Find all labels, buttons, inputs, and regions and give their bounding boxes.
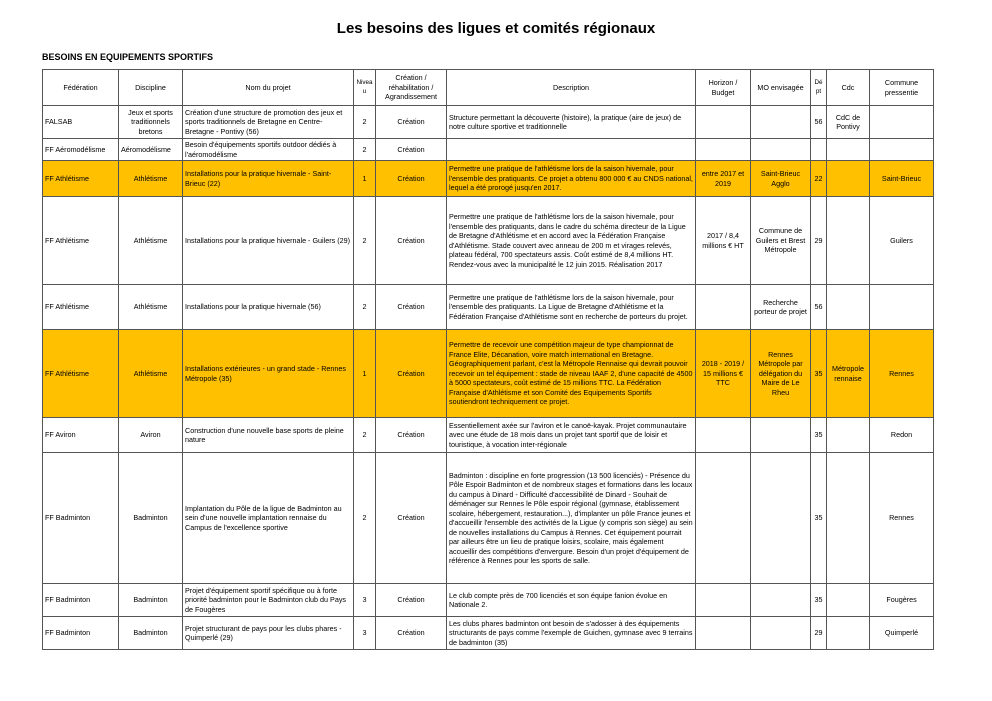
cell-dept: 22 [811, 161, 827, 197]
cell-description: Structure permettant la découverte (histoire), la pratique (aire de jeux) de notre culture sportive et traditionnelle [447, 106, 696, 139]
cell-description [447, 139, 696, 161]
cell-discipline: Athlétisme [119, 330, 183, 418]
cell-federation: FF Athlétisme [43, 197, 119, 285]
cell-project-name: Implantation du Pôle de la ligue de Badminton au sein d'une nouvelle implantation rennaise du Campus de l'excellence sportive [183, 453, 354, 584]
header-type: Création / réhabilitation / Agrandissement [376, 70, 447, 106]
cell-project-name: Installations pour la pratique hivernale (56) [183, 285, 354, 330]
cell-cdc [827, 161, 870, 197]
cell-mo: Rennes Métropole par délégation du Maire de Le Rheu [751, 330, 811, 418]
cell-commune: Guilers [870, 197, 934, 285]
cell-mo [751, 106, 811, 139]
cell-federation: FF Aviron [43, 418, 119, 453]
cell-federation: FF Badminton [43, 584, 119, 617]
cell-level: 2 [354, 139, 376, 161]
cell-discipline: Athlétisme [119, 161, 183, 197]
cell-type: Création [376, 106, 447, 139]
cell-type: Création [376, 161, 447, 197]
cell-commune: Quimperlé [870, 617, 934, 650]
cell-federation: FF Athlétisme [43, 161, 119, 197]
cell-level: 2 [354, 197, 376, 285]
cell-dept: 29 [811, 617, 827, 650]
cell-mo [751, 418, 811, 453]
cell-discipline: Athlétisme [119, 285, 183, 330]
cell-discipline: Badminton [119, 453, 183, 584]
cell-discipline: Badminton [119, 584, 183, 617]
cell-dept: 29 [811, 197, 827, 285]
header-project-name: Nom du projet [183, 70, 354, 106]
cell-commune [870, 139, 934, 161]
cell-federation: FF Athlétisme [43, 285, 119, 330]
header-dept: Dépt [811, 70, 827, 106]
cell-type: Création [376, 330, 447, 418]
cell-dept [811, 139, 827, 161]
cell-project-name: Création d'une structure de promotion des jeux et sports traditionnels de Bretagne en Centre-Bretagne - Pontivy (56) [183, 106, 354, 139]
cell-horizon-budget: entre 2017 et 2019 [696, 161, 751, 197]
cell-project-name: Besoin d'équipements sportifs outdoor dédiés à l'aéromodélisme [183, 139, 354, 161]
cell-federation: FF Badminton [43, 617, 119, 650]
cell-dept: 35 [811, 330, 827, 418]
cell-mo: Saint-Brieuc Agglo [751, 161, 811, 197]
cell-dept: 35 [811, 453, 827, 584]
cell-type: Création [376, 418, 447, 453]
cell-horizon-budget [696, 617, 751, 650]
cell-description: Les clubs phares badminton ont besoin de s'adosser à des équipements structurants de pays comme l'exemple de Guichen, gymnase avec 9 terrains de badminton (35) [447, 617, 696, 650]
cell-level: 3 [354, 584, 376, 617]
cell-cdc [827, 139, 870, 161]
cell-federation: FF Aéromodélisme [43, 139, 119, 161]
cell-mo [751, 139, 811, 161]
cell-horizon-budget [696, 139, 751, 161]
cell-horizon-budget: 2018 - 2019 / 15 millions € TTC [696, 330, 751, 418]
table-row [43, 418, 934, 453]
cell-description: Badminton : discipline en forte progression (13 500 licenciés) - Présence du Pôle Espoir Badminton et de nombreux stages et formations dans les locaux du campus à Dinard - Difficulté d'accessibilité de Dinard - Souhait de déménager sur Rennes le Pôle espoir régional (gymnase, établissement scolaire, hébergement, restauration...), d'implanter un pôle France jeunes et d'accueillir l'ensemble des activités de la Ligue (y compris son siège) au sein de nouvelles installations du Campus à Rennes. Cet équipement pourrait par ailleurs être un lieu de pratique loisirs, scolaire, mais également accueillir des compétitions d'envergure. Besoin d'un projet d'équipement de référence à Rennes pour les sports de salle. [447, 453, 696, 584]
cell-level: 3 [354, 617, 376, 650]
cell-description: Permettre de recevoir une compétition majeur de type championnat de France Elite, Décanation, voire match international en Bretagne. Géographiquement parlant, c'est la Métropole Rennaise qui devrait pouvoir recevoir un tel équipement : stade de niveau IAAF 2, d'une capacité de 4500 à 5000 spectateurs, coût estimé de 15 millions TTC. La Fédération Française d'Athlétisme et son Comité des Equipements Sportifs soutiendront techniquement ce projet. [447, 330, 696, 418]
cell-horizon-budget [696, 106, 751, 139]
cell-description: Permettre une pratique de l'athlétisme lors de la saison hivernale, pour l'ensemble des pratiquants. Ce projet a obtenu 800 000 € au CNDS national, lequel a été prorogé jusqu'en 2017. [447, 161, 696, 197]
table-row [43, 285, 934, 330]
cell-project-name: Installations pour la pratique hivernale - Saint-Brieuc (22) [183, 161, 354, 197]
cell-cdc [827, 285, 870, 330]
cell-project-name: Projet structurant de pays pour les clubs phares - Quimperlé (29) [183, 617, 354, 650]
cell-dept: 35 [811, 418, 827, 453]
cell-dept: 56 [811, 285, 827, 330]
cell-description: Le club compte près de 700 licenciés et son équipe fanion évolue en Nationale 2. [447, 584, 696, 617]
cell-cdc [827, 584, 870, 617]
cell-horizon-budget [696, 418, 751, 453]
cell-discipline: Aéromodélisme [119, 139, 183, 161]
cell-project-name: Installations extérieures - un grand stade - Rennes Métropole (35) [183, 330, 354, 418]
cell-type: Création [376, 139, 447, 161]
cell-cdc [827, 453, 870, 584]
cell-federation: FF Badminton [43, 453, 119, 584]
cell-type: Création [376, 197, 447, 285]
cell-discipline: Aviron [119, 418, 183, 453]
header-mo: MO envisagée [751, 70, 811, 106]
table-row [43, 330, 934, 418]
cell-type: Création [376, 285, 447, 330]
cell-commune: Rennes [870, 453, 934, 584]
cell-horizon-budget [696, 285, 751, 330]
cell-commune: Fougères [870, 584, 934, 617]
cell-discipline: Jeux et sports traditionnels bretons [119, 106, 183, 139]
table-row [43, 197, 934, 285]
page-title: Les besoins des ligues et comités régionaux [336, 20, 656, 37]
cell-project-name: Projet d'équipement sportif spécifique ou à forte priorité badminton pour le Badminton club du Pays de Fougères [183, 584, 354, 617]
header-cdc: Cdc [827, 70, 870, 106]
cell-cdc: CdC de Pontivy [827, 106, 870, 139]
table-row [43, 139, 934, 161]
header-discipline: Discipline [119, 70, 183, 106]
cell-cdc [827, 418, 870, 453]
cell-project-name: Installations pour la pratique hivernale - Guilers (29) [183, 197, 354, 285]
cell-project-name: Construction d'une nouvelle base sports de pleine nature [183, 418, 354, 453]
cell-level: 1 [354, 161, 376, 197]
cell-federation: FF Athlétisme [43, 330, 119, 418]
table-row [43, 617, 934, 650]
cell-level: 1 [354, 330, 376, 418]
header-description: Description [447, 70, 696, 106]
cell-description: Essentiellement axée sur l'aviron et le canoë-kayak. Projet communautaire avec une étude de 18 mois dans un projet tant sportif que de loisir et touristique, à vocation inter-régionale [447, 418, 696, 453]
header-level: Niveau [354, 70, 376, 106]
table-header-row [43, 70, 934, 106]
section-title: BESOINS EN EQUIPEMENTS SPORTIFS [42, 52, 214, 62]
cell-discipline: Badminton [119, 617, 183, 650]
cell-cdc [827, 617, 870, 650]
cell-commune: Saint-Brieuc [870, 161, 934, 197]
cell-description: Permettre une pratique de l'athlétisme lors de la saison hivernale, pour l'ensemble des pratiquants, dans le cadre du schéma directeur de la Ligue de Bretagne d'Athlétisme et en accord avec la Fédération Française d'Athlétisme. Stade couvert avec anneau de 200 m et virages relevés, plateau fédéral, 700 spectateurs assis. Coût estimé de 8,4 millions HT. Rendez-vous avec la municipalité le 12 juin 2015. Réalisation 2017 [447, 197, 696, 285]
cell-mo [751, 584, 811, 617]
header-commune: Commune pressentie [870, 70, 934, 106]
header-horizon-budget: Horizon / Budget [696, 70, 751, 106]
cell-commune [870, 285, 934, 330]
cell-commune [870, 106, 934, 139]
cell-description: Permettre une pratique de l'athlétisme lors de la saison hivernale, pour l'ensemble des pratiquants. La Ligue de Bretagne d'Athlétisme et la Fédération Française d'Athlétisme sont en recherche de porteurs du projet. [447, 285, 696, 330]
table-row [43, 106, 934, 139]
cell-horizon-budget [696, 453, 751, 584]
cell-type: Création [376, 584, 447, 617]
cell-level: 2 [354, 418, 376, 453]
equipment-needs-table [42, 69, 934, 650]
cell-cdc [827, 197, 870, 285]
cell-mo [751, 617, 811, 650]
table-row [43, 161, 934, 197]
cell-discipline: Athlétisme [119, 197, 183, 285]
cell-type: Création [376, 617, 447, 650]
cell-level: 2 [354, 453, 376, 584]
cell-mo: Recherche porteur de projet [751, 285, 811, 330]
cell-mo: Commune de Guilers et Brest Métropole [751, 197, 811, 285]
cell-dept: 56 [811, 106, 827, 139]
table-row [43, 453, 934, 584]
cell-cdc: Métropole rennaise [827, 330, 870, 418]
table-row [43, 584, 934, 617]
cell-commune: Redon [870, 418, 934, 453]
cell-dept: 35 [811, 584, 827, 617]
cell-horizon-budget [696, 584, 751, 617]
cell-federation: FALSAB [43, 106, 119, 139]
cell-level: 2 [354, 285, 376, 330]
cell-mo [751, 453, 811, 584]
cell-commune: Rennes [870, 330, 934, 418]
cell-level: 2 [354, 106, 376, 139]
cell-horizon-budget: 2017 / 8,4 millions € HT [696, 197, 751, 285]
cell-type: Création [376, 453, 447, 584]
header-federation: Fédération [43, 70, 119, 106]
